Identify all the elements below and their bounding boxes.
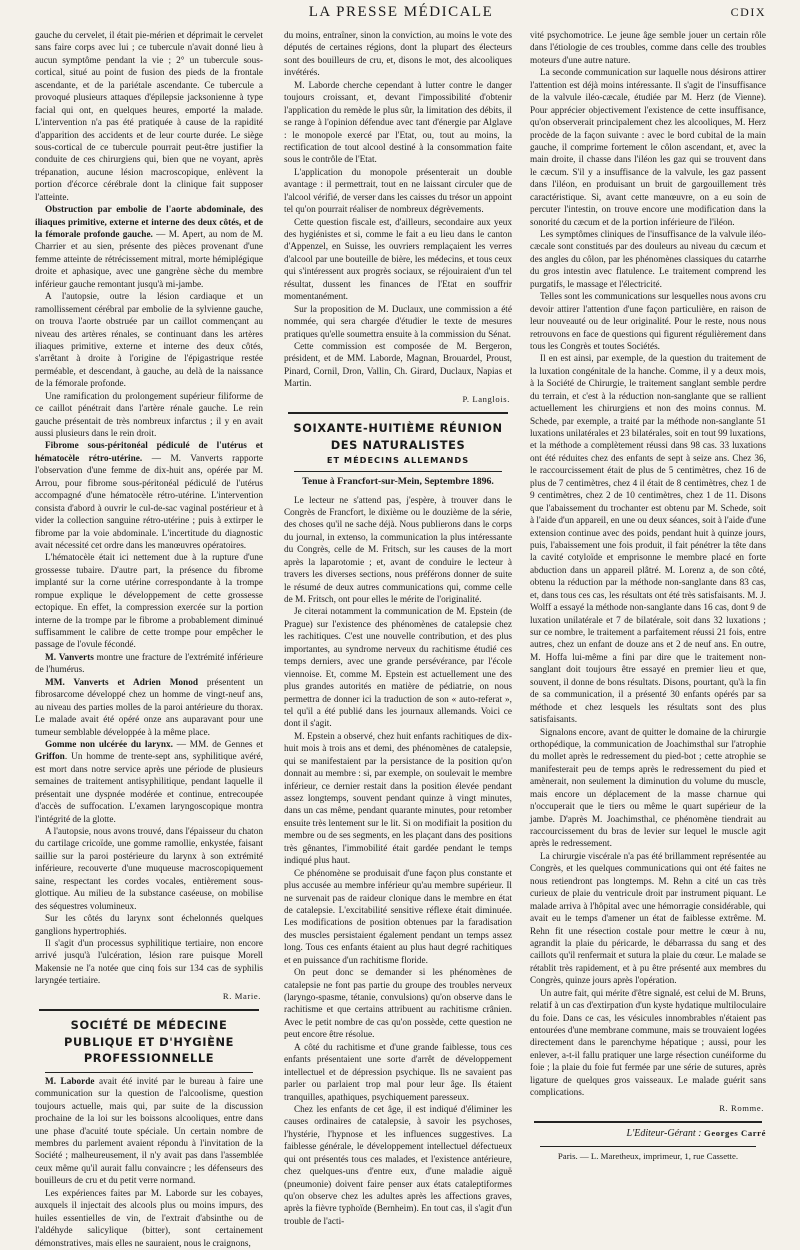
signature: R. Romme.: [719, 1102, 764, 1113]
heading-rule: [45, 1072, 253, 1073]
publisher-name: Georges Carré: [704, 1128, 766, 1139]
paragraph: La chirurgie viscérale n'a pas été brillamment représentée au Congrès, et les quelques communications qui ont été faites ne nous retiendront pas longtemps. M. Rehn a cité un cas très curieux de plaie du ventricule droit par instrument piquant. Le malade arriva à l'hôpital avec une hémorragie considérable, qui avait eu le temps d'amener un état de faiblesse extrême. M. Rehn fit une résection costale pour mettre le cœur à nu, agrandit la plaie du péricarde, le débarrassa du sang et des caillots qu'il renfermait et sutura la plaie du cœur. Le malade se rétablit très rapidement, et à pu être présenté aux membres du Congrès, quinze jours après l'opération.: [530, 851, 766, 987]
paragraph: Le lecteur ne s'attend pas, j'espère, à trouver dans le Congrès de Francfort, le dixième ou le douzième de la série, des choses qu'il ne sache déjà. Nous publierons dans le corps du journal, in extenso, la communication la plus intéressante du Congrès, celle de M. Fritsch, sur les causes de la mort après la laparotomie ; et, avant de conduire le lecteur à travers les diverses sections, nous préférons donner de suite le résumé de deux autres communications qui, comme celle de M. Fritsch, ont pour elles le mérite de l'originalité.: [284, 495, 512, 605]
paragraph: Obstruction par embolie de l'aorte abdominale, des iliaques primitive, externe et interne des deux côtés, et de la fémorale profonde gauche. — M. Apert, au nom de M. Charrier et au sien, présente des pièces provenant d'une femme atteinte de rétrécissement mitral, morte hémiplégique droite et aphasique, avec une gangrène sèche du membre inférieur gauche remontant jusqu'à mi-jambe.: [35, 205, 263, 290]
paragraph: Sur les côtés du larynx sont échelonnés quelques ganglions hypertrophiés.: [35, 914, 263, 937]
paragraph: MM. Vanverts et Adrien Monod présentent un fibrosarcome développé chez un homme de vingt-neuf ans, au niveau des parties molles de la paroi antérieure du thorax. Le malade avait été opéré onze ans auparavant pour une tumeur semblable développée à la même place.: [35, 677, 264, 738]
paragraph: Signalons encore, avant de quitter le domaine de la chirurgie orthopédique, la communication de Joachimsthal sur l'atrophie du mollet après le redressement du pied-bot ; cette atrophie se manifesterait peu de temps après le redressement du pied et amènerait, non seulement la diminution du volume du muscle, mais encore un déplacement de la masse charnue qui n'occuperait que le tiers ou même le quart supérieur de la jambe. D'après M. Joachimsthal, ce phénomène tiendrait au raccourcissement du bras de levier sur lequel le muscle agit après le redressement.: [530, 727, 766, 850]
paragraph: L'hématocèle était ici nettement due à la rupture d'une grossesse tubaire. D'autre part, la présence du fibrome implanté sur la corne utérine correspondante à la trompe rompue explique le développement de cette grossesse ectopique. En effet, la compression exercée sur la portion interne de la trompe par le fibrome a probablement diminué suffisamment le calibre de cette trompe pour empêcher le passage de l'ovule fécondé.: [35, 553, 263, 651]
paragraph: Sur la proposition de M. Duclaux, une commission a été nommée, qui sera chargée d'étudier le texte de mesures pratiques qu'elle soumettra ensuite à la commission du Sénat.: [284, 304, 512, 340]
paragraph: La seconde communication sur laquelle nous désirons attirer l'attention est déjà moins intéressante. Il s'agit de l'insuffisance de la valvule iléo-cæcale, étudiée par M. Herz (de Vienne). Pour apprécier objectivement l'existence de cette insuffisance, qu'on observerait principalement chez les alcooliques, M. Herz procède de la façon suivante : avec le bord cubital de la main gauche, il comprime fortement le côlon ascendant, et, avec la main droite, il chasse dans l'iléon les gaz qui se trouvent dans le cæcum. S'il y a insuffisance de la valvule, les gaz passent dans l'iléon, en produisant un bruit de gargouillement très caractéristique. Si, avant cette manœuvre, on a eu soin de percuter l'intestin, on trouve encore une modification dans la sonorité du cæcum et de la portion inférieure de l'iléon.: [530, 68, 766, 228]
paragraph: Gomme non ulcérée du larynx. — MM. de Gennes et Griffon. Un homme de trente-sept ans, syphilitique avéré, est mort dans notre service après une période de plusieurs semaines de traitement antisyphilitique, pendant laquelle il présentait une dyspnée modérée et continue, entrecoupée d'accès de suffocation. L'examen laryngoscopique montra l'intégrité de la glotte.: [35, 739, 263, 825]
signature: R. Marie.: [222, 990, 261, 1001]
footer-divider: [534, 1121, 762, 1123]
publisher-line: L'Editeur-Gérant : Georges Carré: [626, 1128, 766, 1140]
article-title: Obstruction par embolie de l'aorte abdominale, des iliaques primitive, externe et interne des deux côtés, et de la fémorale profonde gauche.: [35, 205, 263, 240]
signature: P. Langlois.: [462, 393, 510, 404]
section-heading: SOIXANTE-HUITIÈME RÉUNION DES NATURALISTES: [293, 421, 503, 452]
section-heading: SOCIÉTÉ DE MÉDECINE PUBLIQUE ET D'HYGIÈNE PROFESSIONNELLE: [64, 1018, 234, 1066]
paragraph: M. Laborde avait été invité par le bureau à faire une communication sur la question de l'alcoolisme, question toujours actuelle, mais qui, par suite de la discussion prochaine de la loi sur les boissons alcooliques, entre dans une phase d'acuité toute spéciale. Un certain nombre de membres du parlement avaient répondu à l'invitation de la Société ; malheureusement, il n'y avait pas dans l'assemblée ceux même qu'il aurait fallu convaincre ; les défenseurs des bouilleurs de cru et du petit verre normand.: [35, 1076, 263, 1187]
author-name: Griffon: [35, 752, 65, 763]
column-3: [530, 30, 766, 1161]
congress-place-date: Tenue à Francfort-sur-Mein, Septembre 1896.: [302, 476, 494, 488]
section-divider: [288, 412, 508, 414]
paragraph: Les expériences faites par M. Laborde sur les cobayes, auxquels il injectait des alcools plus ou moins impurs, des huiles essentielles de vin, de l'extrait d'absinthe ou de l'aldéhyde salicylique (bitter), sont certainement démonstratives, mais elles ne sauraient, nous le craignons,: [35, 1188, 263, 1249]
paragraph: A côté du rachitisme et d'une grande faiblesse, tous ces enfants présentaient une sorte d'arrêt de développement intellectuel et de dépression psychique. Ils ne savaient pas parler ou parlaient trop mal pour leur âge. Ils étaient tranquilles, apathiques, psychiquement paresseux.: [284, 1042, 512, 1103]
column-2: [284, 30, 512, 1227]
paragraph: Une ramification du prolongement supérieur filiforme de ce caillot pénétrait dans l'artère rénale gauche. Le rein gauche présentait de très nombreux infarctus ; il y en avait aussi plusieurs dans le rein droit.: [35, 391, 263, 439]
paragraph: du moins, entraîner, sinon la conviction, au moins le vote des députés de certaines régions, dont la plupart des électeurs sont des bouilleurs de cru, et, disons le mot, des alcooliques invétérés.: [284, 31, 512, 79]
article-title: Fibrome sous-péritonéal pédiculé de l'utérus et hématocèle rétro-utérine.: [35, 441, 263, 464]
paragraph: Fibrome sous-péritonéal pédiculé de l'utérus et hématocèle rétro-utérine. — M. Vanverts rapporte l'observation d'une femme de dix-huit ans, opérée par M. Arrou, pour fibrome sous-péritonéal pédiculé de l'utérus accompagné d'une hématocèle rétro-utérine. L'intervention consista d'abord à ouvrir le cul-de-sac vaginal postérieur et à vider la collection sanguine rétro-utérine ; puis à extirper le fibrome par la voie abdominale. L'incertitude du diagnostic avait nécessité cet ordre dans les manœuvres opératoires.: [35, 441, 263, 551]
paragraph: A l'autopsie, nous avons trouvé, dans l'épaisseur du chaton du cartilage cricoïde, une gomme ramollie, enkystée, faisant saillie sur la paroi postérieure du larynx à son extrémité inférieure, recouverte d'une muqueuse macroscopiquement saine, respectant les cordes vocales, entièrement sous-glottique. Au milieu de la substance caséeuse, on mobilise des séquestres volumineux.: [35, 827, 263, 912]
paragraph: Cette commission est composée de M. Bergeron, président, et de MM. Laborde, Magnan, Brouardel, Proust, Pinard, Cornil, Dron, Vallin, Ch. Girard, Duclaux, Napias et Martin.: [284, 341, 512, 390]
paragraph: Un autre fait, qui mérite d'être signalé, est celui de M. Bruns, relatif à un cas d'extirpation d'un kyste hydatique multiloculaire du foie. Dans ce cas, les vésicules innombrables n'étaient pas entourées d'une membrane commune, mais se trouvaient logées directement dans le parenchyme hépatique ; aussi, pour les enlever, a-t-il fallu pratiquer une large résection cunéiforme du foie ; la plaie du foie fut fermée par une série de sutures, après ligature de quelques gros vaisseaux. Le malade guérit sans complications.: [530, 988, 766, 1099]
paragraph: Telles sont les communications sur lesquelles nous avons cru devoir attirer l'attention d'une façon particulière, en raison de leur nouveauté ou de leur originalité. Pour le reste, nous nous retrouvons en face de questions qui figurent régulièrement dans tous les Congrès et toutes Sociétés.: [530, 292, 766, 352]
heading-rule: [294, 471, 502, 472]
paragraph: L'application du monopole présenterait un double avantage : il permettrait, tout en ne laissant circuler que de l'alcool vérifié, de verser dans les caisses du trésor un appoint tel qu'on pourrait réaliser de nombreux dégrèvements.: [284, 167, 512, 216]
paragraph: Chez les enfants de cet âge, il est indiqué d'éliminer les causes ordinaires de catalepsie, à savoir les psychoses, l'hystérie, l'hypnose et les influences suggestives. La faiblesse générale, le développement intellectuel défectueux qui ont présentés tous ces malades, et l'existence antérieure, chez quelques-uns d'entre eux, d'une maladie aiguë (pneumonie) doivent faire penser aux états cataleptiformes qu'on observe chez les adultes après les affections graves, après la fièvre typhoïde (Bernheim). En tout cas, il s'agit d'un trouble de l'acti-: [284, 1104, 512, 1227]
paragraph: Il en est ainsi, par exemple, de la question du traitement de la luxation congénitale de la hanche. Comme, il y a deux mois, à la Société de Chirurgie, le traitement sanglant semble perdre du terrain, et c'est à la réduction non-sanglante que se rallient actuellement les chirurgiens et non des moins connus. M. Schede, par exemple, a traité par la méthode non-sanglante 51 luxations unilatérales et 23 bilatérales, soit en tout 99 luxations, et la méthode a complètement réussi dans 98 cas. 33 luxations ont été réduites chez des enfants de sept à seize ans. Chez 36, le raccourcissement était de plus de 5 centimètres, chez 16 de plus de 7 centimètres, chez 4 il était de 8 centimètres, chez 1 de 9 centimètres, chez 2 de 10 centimètres, chez 1 de 11. Disons que l'abaissement du trochanter est obtenu par M. Schede, soit à l'aide d'un appareil, en une ou deux séances, soit à l'aide d'une extension continue avec des poids, pendant huit à quinze jours, puis, l'abaissement une fois produit, il fait pénétrer la tête dans la cavité cotyloïde et emprisonne le membre placé en forte abduction dans un appareil plâtré. M. Lorenz a, de son côté, obtenu la réduction par la méthode non-sanglante dans 83 cas, et, dans tous ces cas, les résultats ont été très satisfaisants. M. J. Wolff a essayé la méthode non-sanglante dans 16 cas, dont 9 de luxation unilatérale et 7 de bilatérale, soit dans 32 luxations ; sur ce nombre, le traitement a parfaitement réussi 21 fois, entre autres, chez un enfant de douze ans et 2 de neuf ans. En outre, M. Hoffa lui-même a fini par dire que le traitement non-sanglant doit toujours être essayé en premier lieu et que, souvent, il donne de bons résultats. Disons, pourtant, qu'à la fin de sa communication, il a présenté 30 enfants opérés par sa méthode et chez lesquels les résultats sont des plus satisfaisants.: [530, 354, 766, 726]
paragraph: A l'autopsie, outre la lésion cardiaque et un ramollissement cérébral par embolie de la sylvienne gauche, on trouva l'aorte obstruée par un caillot commençant au niveau des artères rénales, se continuant dans les artères iliaques primitive, externe et interne des deux côtés, s'arrêtant à droite à l'origine de l'épigastrique restée perméable, et descendant, à gauche, au delà de la naissance de la fémorale profonde.: [35, 292, 263, 390]
author-name: MM. Vanverts et Adrien Monod: [45, 677, 198, 688]
article-title: Gomme non ulcérée du larynx.: [45, 739, 173, 750]
paragraph: M. Vanverts montre une fracture de l'extrémité inférieure de l'humérus.: [35, 652, 263, 676]
paragraph: Ce phénomène se produisait d'une façon plus constante et plus accusée au membre inférieur qu'au membre supérieur. Il ne survenait pas de raideur clonique dans le membre en état de catalepsie. L'excitabilité sensitive réflexe était diminuée. Les modifications de position obtenues par la faradisation des muscles persistaient également pendant un temps assez long. Tous ces enfants étaient au plus haut degré rachitiques et en puissance d'un rachitisme floride.: [284, 868, 512, 966]
paragraph: On peut donc se demander si les phénomènes de catalepsie ne font pas partie du groupe des troubles nerveux (laryngo-spasme, tétanie, convulsions) qu'on observe dans le rachitisme et que certains attribuent au rachitisme crânien. Avec le petit nombre de cas qu'on possède, cette question ne peut encore être résolue.: [284, 968, 512, 1041]
author-name: M. Vanverts: [45, 652, 94, 663]
paragraph: M. Laborde cherche cependant à lutter contre le danger toujours croissant, et, devant l'impossibilité d'obtenir l'application du remède le plus sûr, la limitation des débits, il se range à l'opinion défendue avec tant d'énergie par Alglave : le monopole exercé par l'Etat, ou, tout au moins, la rectification de tout alcool destiné à la consommation faite sous le contrôle de l'Etat.: [284, 80, 512, 166]
section-divider: [39, 1009, 259, 1011]
running-header: [36, 4, 766, 26]
paragraph: Je citerai notamment la communication de M. Epstein (de Prague) sur l'existence des phénomènes de catalepsie chez les rachitiques. C'est une nouvelle contribution, et des plus importantes, au syndrome nerveux du rachitisme étudié ces temps derniers, avec une grande persévérance, par l'école viennoise. Et, comme M. Epstein est actuellement une des plus grandes autorités en matière de pédiatrie, on nous permettra de donner ici la traduction de son « auto-referat », tel qu'il a été publié dans les journaux allemands. Voici ce dont il s'agit.: [284, 607, 512, 730]
author-name: M. Laborde: [45, 1076, 95, 1087]
journal-title: LA PRESSE MÉDICALE: [308, 4, 494, 20]
paragraph: M. Epstein a observé, chez huit enfants rachitiques de dix-huit mois à trois ans et demi, des phénomènes de catalepsie, qui se manifestaient par la persistance de la position qu'on donnait au membre : si, par exemple, on soulevait le membre inférieur, ce dernier restait dans la position élevée pendant assez longtemps, souvent pendant quinze à vingt minutes, dans un cas même, pendant quarante minutes, pour retomber ensuite très lentement sur le lit. Si on modifiait la position du membre ou de ses segments, en les plaçant dans des positions très gênantes, l'immobilité était gardée pendant le temps indiqué plus haut.: [284, 731, 512, 867]
page-number: CDIX: [730, 5, 766, 19]
paragraph: gauche du cervelet, il était pie-mérien et déprimait le cervelet sans faire corps avec lui ; ce tubercule n'avait donné lieu à aucun symptôme pendant la vie ; 2° un tubercule sous-cortical, situé au point de fusion des pieds de la frontale ascendante, et de la pariétale ascendante. Ce tubercule a provoqué plusieurs attaques d'épilepsie jacksonienne à type facial qui ont, en quelques heures, emporté la malade. L'intervention n'a pas été pratiquée à cause de la rapidité d'apparition des accidents et de leur courte durée. Le siège sous-cortical de ce tubercule pourrait peut-être justifier la conduite de ces chirurgiens qui, bien que ne voyant, après trépanation, aucune lésion macroscopique, enlèvent la portion d'écorce cérébrale dont la clinique fait supposer l'atteinte.: [35, 31, 263, 203]
paragraph: Cette question fiscale est, d'ailleurs, secondaire aux yeux des hygiénistes et si, comme le fait a eu lieu dans le canton d'Appenzel, en Suisse, les ouvriers remplaçaient les verres d'alcool par une bouteille de bière, les médecins, et tous ceux qui s'intéressent aux progrès sociaux, se réjouiraient d'un tel résultat, dussent les finances de l'Etat en souffrir momentanément.: [284, 217, 512, 303]
column-1: [35, 30, 264, 1249]
paragraph: vité psychomotrice. Le jeune âge semble jouer un certain rôle dans l'étiologie de ces troubles, comme dans celle des troubles moteurs d'une autre nature.: [530, 31, 766, 66]
printer-imprint: Paris. — L. Maretheux, imprimeur, 1, rue Cassette.: [557, 1150, 739, 1161]
section-subheading: ET MÉDECINS ALLEMANDS: [326, 455, 470, 466]
paragraph: Il s'agit d'un processus syphilitique tertiaire, non encore arrivé jusqu'à l'ulcération, lésion rare puisque Morell Makensie ne l'a notée que cinq fois sur 134 cas de syphilis laryngée tertiaire.: [35, 938, 263, 987]
paragraph: Les symptômes cliniques de l'insuffisance de la valvule iléo-cæcale sont constitués par des douleurs au niveau du cæcum et des angles du côlon, par les phénomènes classiques du catarrhe du gros intestin avec flatulence. Le traitement comprend les purgatifs, le massage et l'électricité.: [530, 230, 766, 290]
footer-rule: [540, 1146, 756, 1147]
